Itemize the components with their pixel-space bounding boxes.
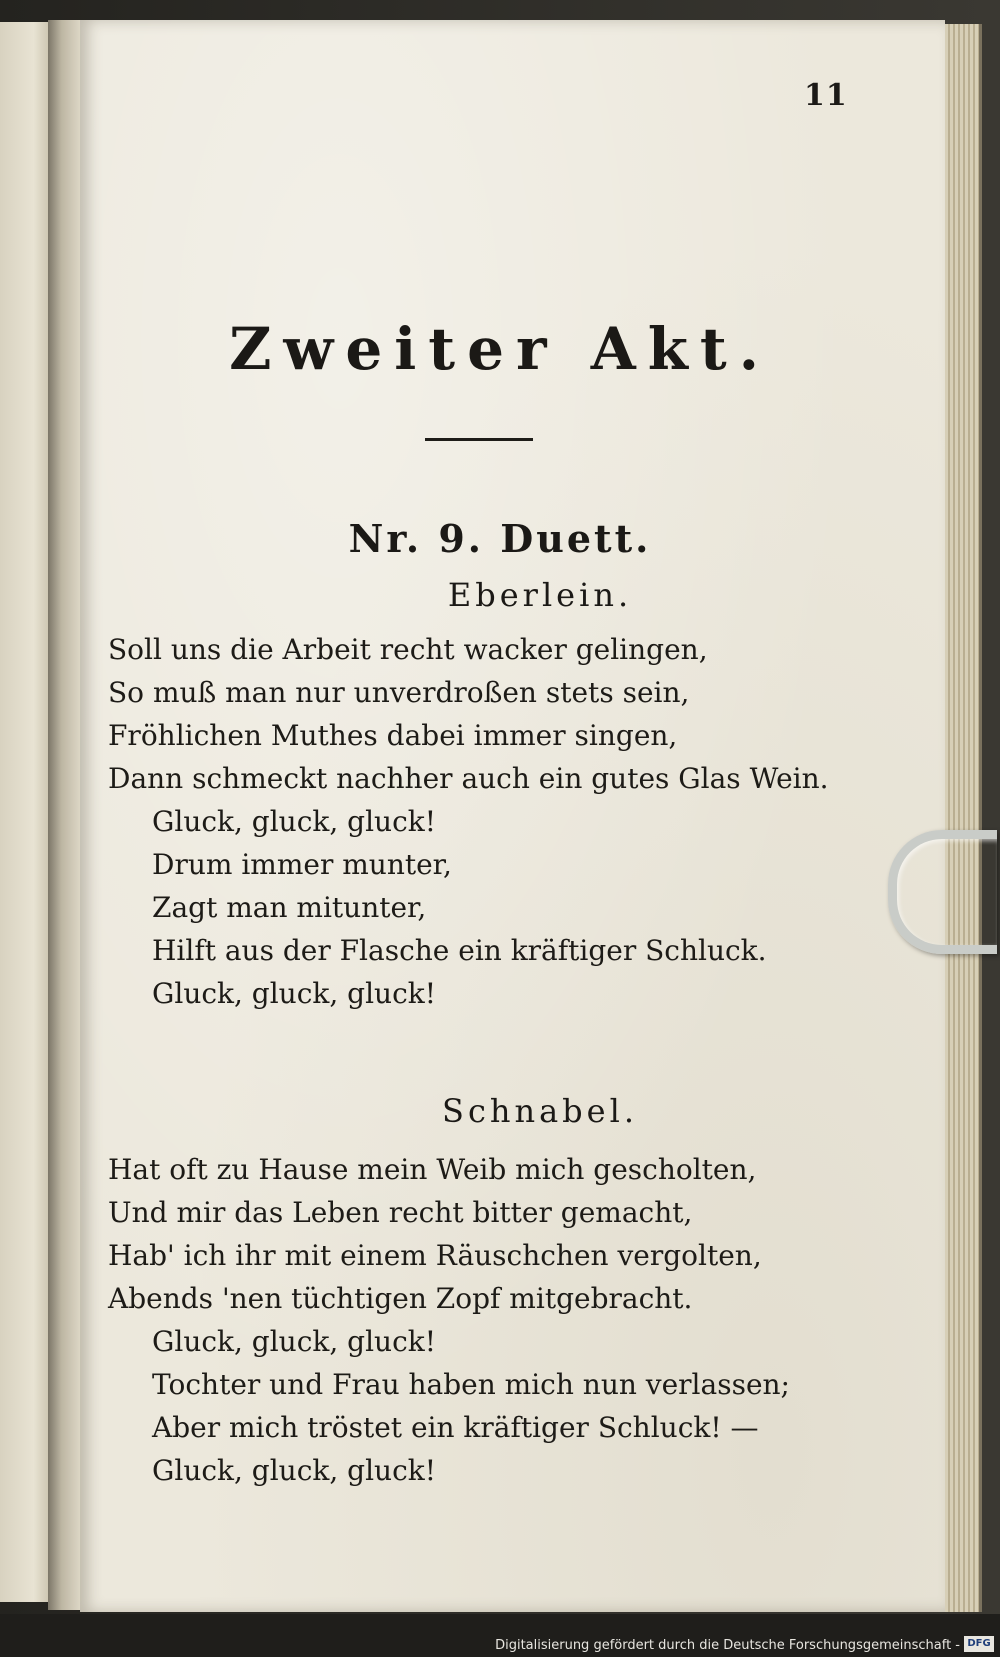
verse-line: Gluck, gluck, gluck! <box>152 1325 436 1358</box>
verse-line: Und mir das Leben recht bitter gemacht, <box>108 1196 693 1229</box>
verse-line: Fröhlichen Muthes dabei immer singen, <box>108 719 678 752</box>
title-divider <box>425 438 533 441</box>
verse-line: Gluck, gluck, gluck! <box>152 1454 436 1487</box>
digitization-credit: Digitalisierung gefördert durch die Deutsche Forschungsgemeinschaft - <box>495 1638 960 1653</box>
verse-line: Drum immer munter, <box>152 848 452 881</box>
verse-line: Dann schmeckt nachher auch ein gutes Glas Wein. <box>108 762 829 795</box>
verse-block <box>108 628 868 1015</box>
verse-line: Gluck, gluck, gluck! <box>152 805 436 838</box>
verse-line: Hilft aus der Flasche ein kräftiger Schluck. <box>152 934 767 967</box>
verse-line: Gluck, gluck, gluck! <box>152 977 436 1010</box>
dfg-logo: DFG <box>964 1636 994 1652</box>
speaker-name: Schnabel. <box>442 1092 638 1130</box>
book-gutter <box>48 20 82 1610</box>
verse-block <box>108 1148 868 1492</box>
verse-line: Aber mich tröstet ein kräftiger Schluck! — <box>152 1411 759 1444</box>
verse-line: Hab' ich ihr mit einem Räuschchen vergolten, <box>108 1239 762 1272</box>
page-stack-edges <box>945 24 982 1612</box>
page-number: 11 <box>804 78 848 113</box>
act-title: Zweiter Akt. <box>229 315 771 383</box>
speaker-name: Eberlein. <box>447 576 633 614</box>
number-title: Nr. 9. Duett. <box>348 516 652 561</box>
verse-line: Zagt man mitunter, <box>152 891 427 924</box>
paper-clip <box>888 830 997 954</box>
verse-line: Soll uns die Arbeit recht wacker gelingen, <box>108 633 708 666</box>
verse-line: So muß man nur unverdroßen stets sein, <box>108 676 690 709</box>
verse-line: Abends 'nen tüchtigen Zopf mitgebracht. <box>108 1282 693 1315</box>
verse-line: Hat oft zu Hause mein Weib mich gescholten, <box>108 1153 757 1186</box>
previous-page-edge <box>0 22 50 1602</box>
verse-line: Tochter und Frau haben mich nun verlassen; <box>152 1368 790 1401</box>
